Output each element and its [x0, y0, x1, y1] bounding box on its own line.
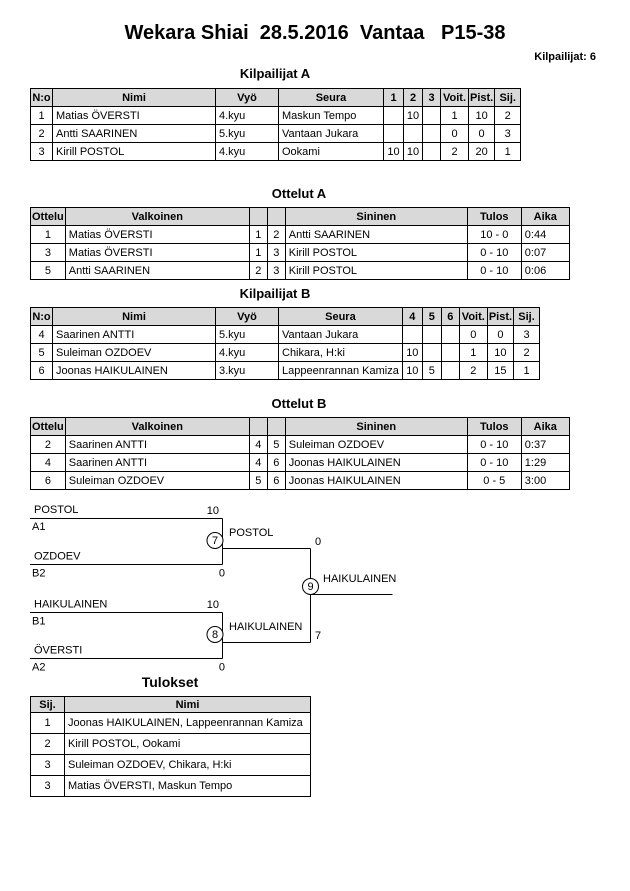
header-white-number	[249, 208, 267, 226]
header-tulos: Tulos	[467, 418, 521, 436]
kilpailijat-b-table	[30, 307, 540, 380]
cell-pist: 0	[469, 125, 495, 143]
section-title-kilpailijat-a: Kilpailijat A	[239, 66, 311, 81]
cell-sij: 2	[495, 107, 521, 125]
cell-nimi: Antti SAARINEN	[53, 125, 216, 143]
cell-blue-number: 6	[267, 454, 285, 472]
cell-m1	[402, 326, 422, 344]
match-9-number: 9	[307, 581, 314, 593]
cell-white-number: 4	[249, 454, 267, 472]
ottelut-a-table	[30, 207, 570, 280]
cell-white-number: 1	[249, 244, 267, 262]
kilpailijat-a-table	[30, 88, 521, 161]
cell-nimi: Suleiman OZDOEV	[53, 344, 216, 362]
cell-aika: 1:29	[521, 454, 569, 472]
match-row	[31, 226, 570, 244]
ottelut-b-table	[30, 417, 570, 490]
cell-seura: Lappeenrannan Kamiza	[279, 362, 403, 380]
header-valkoinen: Valkoinen	[65, 418, 249, 436]
cell-tulos: 0 - 5	[467, 472, 521, 490]
cell-aika: 3:00	[521, 472, 569, 490]
cell-voit: 0	[459, 326, 487, 344]
header-ottelu: Ottelu	[31, 208, 66, 226]
cell-pist: 10	[487, 344, 513, 362]
cell-vyo: 4.kyu	[216, 107, 279, 125]
cell-seura: Vantaan Jukara	[279, 326, 403, 344]
cell-blue-number: 2	[267, 226, 285, 244]
cell-blue-number: 3	[267, 244, 285, 262]
header-vyo: Vyö	[216, 308, 279, 326]
cell-sij: 3	[495, 125, 521, 143]
cell-m3	[423, 107, 441, 125]
cell-sij: 2	[514, 344, 540, 362]
header-seura: Seura	[279, 308, 403, 326]
header-ottelu: Ottelu	[31, 418, 66, 436]
header-vyo: Vyö	[216, 89, 279, 107]
cell-no: 1	[31, 107, 53, 125]
cell-blue-number: 3	[267, 262, 285, 280]
cell-tulos: 0 - 10	[467, 436, 521, 454]
cell-sij: 3	[31, 755, 65, 776]
header-match-3: 3	[423, 89, 441, 107]
cell-nimi: Joonas HAIKULAINEN	[53, 362, 216, 380]
cell-sij: 1	[514, 362, 540, 380]
cell-m2	[404, 125, 423, 143]
cell-m1: 10	[402, 362, 422, 380]
cell-match-no: 3	[31, 244, 66, 262]
cell-nimi: Joonas HAIKULAINEN, Lappeenrannan Kamiza	[65, 713, 311, 734]
header-row	[31, 697, 311, 713]
section-title-ottelut-a: Ottelut A	[271, 186, 327, 201]
cell-sininen: Joonas HAIKULAINEN	[285, 472, 467, 490]
bracket-slot-a1-name: POSTOL	[34, 504, 79, 516]
cell-sininen: Joonas HAIKULAINEN	[285, 454, 467, 472]
cell-nimi: Saarinen ANTTI	[53, 326, 216, 344]
bracket-slot-a2-name: ÖVERSTI	[34, 644, 83, 657]
bracket-slot-a1-code: A1	[32, 521, 46, 533]
cell-vyo: 5.kyu	[216, 125, 279, 143]
cell-match-no: 1	[31, 226, 66, 244]
header-sininen: Sininen	[285, 418, 467, 436]
bracket-slot-b1-code: B1	[32, 615, 46, 628]
cell-aika: 0:07	[521, 244, 569, 262]
cell-m3	[423, 143, 441, 161]
header-valkoinen: Valkoinen	[65, 208, 249, 226]
match-row	[31, 472, 570, 490]
bracket-slot-a2-code: A2	[32, 661, 46, 674]
bracket-slot-b1-name: HAIKULAINEN	[34, 598, 108, 611]
match-8-number: 8	[211, 629, 219, 641]
cell-match-no: 2	[31, 436, 66, 454]
header-match-5: 5	[422, 308, 441, 326]
cell-voit: 2	[441, 143, 469, 161]
competitor-row	[31, 143, 521, 161]
cell-voit: 1	[459, 344, 487, 362]
cell-tulos: 0 - 10	[467, 244, 521, 262]
competitor-row	[31, 125, 521, 143]
cell-white-number: 4	[249, 436, 267, 454]
cell-match-no: 6	[31, 472, 66, 490]
cell-vyo: 4.kyu	[216, 143, 279, 161]
cell-m2: 10	[404, 143, 423, 161]
cell-pist: 0	[487, 326, 513, 344]
header-sininen: Sininen	[285, 208, 467, 226]
cell-match-no: 5	[31, 262, 66, 280]
cell-white-number: 1	[249, 226, 267, 244]
section-title-tulokset: Tulokset	[141, 674, 199, 690]
cell-seura: Vantaan Jukara	[279, 125, 384, 143]
cell-aika: 0:06	[521, 262, 569, 280]
cell-no: 6	[31, 362, 53, 380]
bracket-slot-a2-score: 0	[218, 661, 225, 674]
header-nimi: Nimi	[53, 89, 216, 107]
cell-m1	[384, 125, 404, 143]
header-match-1: 1	[384, 89, 404, 107]
cell-blue-number: 6	[267, 472, 285, 490]
header-aika: Aika	[521, 418, 569, 436]
cell-no: 3	[31, 143, 53, 161]
cell-sininen: Kirill POSTOL	[285, 244, 467, 262]
header-row	[31, 89, 521, 107]
result-row	[31, 776, 311, 797]
header-nimi: Nimi	[65, 697, 311, 713]
cell-sininen: Kirill POSTOL	[285, 262, 467, 280]
cell-voit: 1	[441, 107, 469, 125]
cell-m2	[422, 326, 441, 344]
cell-nimi: Matias ÖVERSTI	[53, 107, 216, 125]
cell-nimi: Kirill POSTOL, Ookami	[65, 734, 311, 755]
match-row	[31, 454, 570, 472]
header-no: N:o	[31, 89, 53, 107]
cell-seura: Ookami	[279, 143, 384, 161]
cell-no: 4	[31, 326, 53, 344]
match-row	[31, 262, 570, 280]
cell-white-number: 5	[249, 472, 267, 490]
medal-bracket-diagram	[0, 498, 630, 683]
cell-aika: 0:37	[521, 436, 569, 454]
cell-sij: 2	[31, 734, 65, 755]
header-match-6: 6	[441, 308, 459, 326]
cell-sininen: Antti SAARINEN	[285, 226, 467, 244]
section-title-kilpailijat-b: Kilpailijat B	[239, 286, 311, 301]
match-7-final-score: 0	[315, 536, 322, 548]
competitor-count: Kilpailijat: 6	[534, 51, 596, 63]
cell-tulos: 0 - 10	[467, 262, 521, 280]
cell-aika: 0:44	[521, 226, 569, 244]
section-title-ottelut-b: Ottelut B	[271, 396, 327, 411]
result-row	[31, 755, 311, 776]
header-pist: Pist.	[469, 89, 495, 107]
result-row	[31, 713, 311, 734]
cell-vyo: 3.kyu	[216, 362, 279, 380]
bracket-svg	[0, 498, 630, 683]
header-row	[31, 418, 570, 436]
competitor-row	[31, 362, 540, 380]
header-row	[31, 308, 540, 326]
cell-valkoinen: Saarinen ANTTI	[65, 436, 249, 454]
header-sij: Sij.	[514, 308, 540, 326]
cell-sij: 1	[31, 713, 65, 734]
header-seura: Seura	[279, 89, 384, 107]
cell-m3	[441, 362, 459, 380]
cell-nimi: Kirill POSTOL	[53, 143, 216, 161]
cell-m3	[423, 125, 441, 143]
cell-valkoinen: Matias ÖVERSTI	[65, 226, 249, 244]
cell-nimi: Matias ÖVERSTI, Maskun Tempo	[65, 776, 311, 797]
match-7-winner: POSTOL	[229, 527, 274, 539]
cell-no: 5	[31, 344, 53, 362]
bracket-slot-b2-score: 0	[218, 567, 225, 580]
cell-valkoinen: Antti SAARINEN	[65, 262, 249, 280]
match-8-final-score: 7	[315, 630, 322, 642]
cell-seura: Chikara, H:ki	[279, 344, 403, 362]
cell-valkoinen: Suleiman OZDOEV	[65, 472, 249, 490]
cell-m2: 5	[422, 362, 441, 380]
header-sij: Sij.	[31, 697, 65, 713]
header-sij: Sij.	[495, 89, 521, 107]
header-tulos: Tulos	[467, 208, 521, 226]
result-row	[31, 734, 311, 755]
competitor-row	[31, 326, 540, 344]
cell-white-number: 2	[249, 262, 267, 280]
header-blue-number	[267, 418, 285, 436]
cell-vyo: 5.kyu	[216, 326, 279, 344]
cell-sininen: Suleiman OZDOEV	[285, 436, 467, 454]
cell-m1: 10	[402, 344, 422, 362]
cell-m2: 10	[404, 107, 423, 125]
bracket-slot-a1-score: 10	[206, 505, 219, 517]
cell-sij: 1	[495, 143, 521, 161]
cell-match-no: 4	[31, 454, 66, 472]
cell-valkoinen: Saarinen ANTTI	[65, 454, 249, 472]
cell-m2	[422, 344, 441, 362]
bracket-slot-b2-code: B2	[32, 567, 46, 580]
cell-pist: 15	[487, 362, 513, 380]
header-row	[31, 208, 570, 226]
match-row	[31, 436, 570, 454]
cell-no: 2	[31, 125, 53, 143]
match-8-winner: HAIKULAINEN	[229, 621, 303, 633]
cell-vyo: 4.kyu	[216, 344, 279, 362]
header-aika: Aika	[521, 208, 569, 226]
header-white-number	[249, 418, 267, 436]
bracket-slot-b2-name: OZDOEV	[34, 550, 81, 563]
cell-tulos: 10 - 0	[467, 226, 521, 244]
cell-valkoinen: Matias ÖVERSTI	[65, 244, 249, 262]
header-pist: Pist.	[487, 308, 513, 326]
competitor-row	[31, 107, 521, 125]
tulokset-table	[30, 696, 311, 797]
match-row	[31, 244, 570, 262]
cell-m3	[441, 326, 459, 344]
cell-sij: 3	[31, 776, 65, 797]
cell-seura: Maskun Tempo	[279, 107, 384, 125]
match-9-winner: HAIKULAINEN	[323, 573, 397, 585]
header-nimi: Nimi	[53, 308, 216, 326]
header-voit: Voit.	[459, 308, 487, 326]
header-match-4: 4	[402, 308, 422, 326]
cell-voit: 2	[459, 362, 487, 380]
cell-pist: 10	[469, 107, 495, 125]
match-7-number: 7	[211, 535, 219, 547]
header-no: N:o	[31, 308, 53, 326]
cell-m1: 10	[384, 143, 404, 161]
cell-sij: 3	[514, 326, 540, 344]
cell-nimi: Suleiman OZDOEV, Chikara, H:ki	[65, 755, 311, 776]
header-blue-number	[267, 208, 285, 226]
bracket-slot-b1-score: 10	[206, 599, 219, 611]
header-voit: Voit.	[441, 89, 469, 107]
cell-tulos: 0 - 10	[467, 454, 521, 472]
cell-m3	[441, 344, 459, 362]
cell-blue-number: 5	[267, 436, 285, 454]
cell-pist: 20	[469, 143, 495, 161]
header-match-2: 2	[404, 89, 423, 107]
page-title: Wekara Shiai 28.5.2016 Vantaa P15-38	[124, 22, 506, 44]
competitor-row	[31, 344, 540, 362]
cell-m1	[384, 107, 404, 125]
cell-voit: 0	[441, 125, 469, 143]
